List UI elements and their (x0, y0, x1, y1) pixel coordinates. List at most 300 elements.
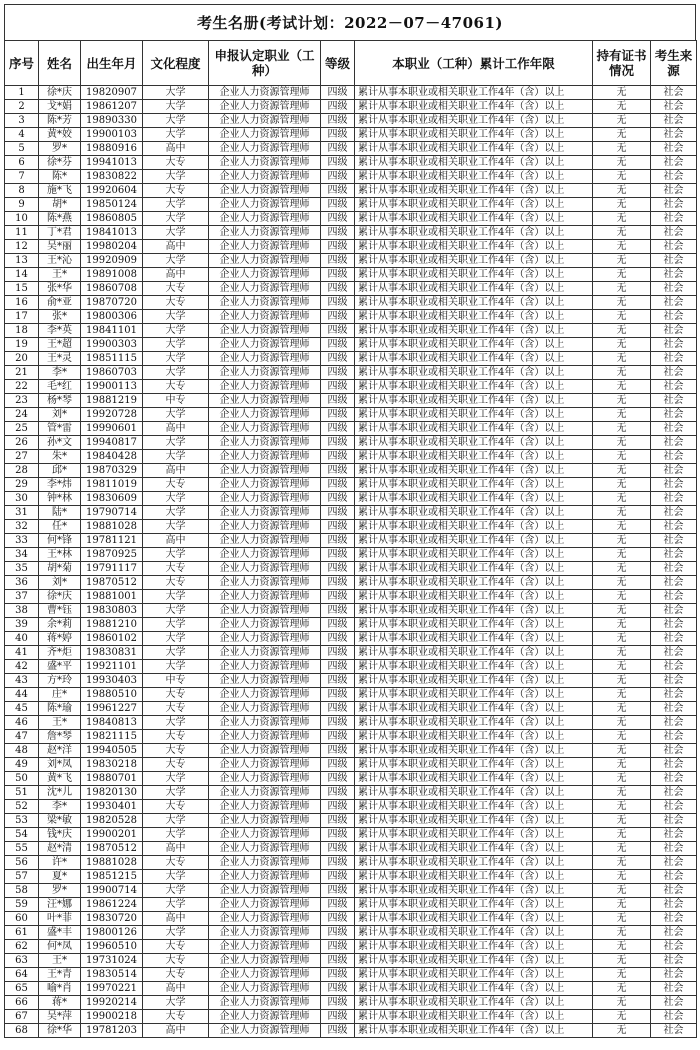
cell-occupation: 企业人力资源管理师 (209, 828, 321, 842)
cell-birth: 19921101 (81, 660, 143, 674)
cell-education: 大学 (143, 716, 209, 730)
cell-source: 社会 (651, 492, 697, 506)
cell-no: 30 (5, 492, 39, 506)
cell-birth: 19781203 (81, 1024, 143, 1038)
cell-birth: 19781121 (81, 534, 143, 548)
cell-name: 陈*瑜 (39, 702, 81, 716)
cell-no: 26 (5, 436, 39, 450)
cell-occupation: 企业人力资源管理师 (209, 366, 321, 380)
cell-education: 大专 (143, 576, 209, 590)
cell-birth: 19830720 (81, 912, 143, 926)
cell-source: 社会 (651, 632, 697, 646)
cell-level: 四级 (321, 618, 355, 632)
cell-level: 四级 (321, 268, 355, 282)
cell-education: 大专 (143, 968, 209, 982)
cell-source: 社会 (651, 156, 697, 170)
cell-level: 四级 (321, 156, 355, 170)
cell-cert: 无 (593, 184, 651, 198)
table-row (5, 674, 697, 688)
cell-source: 社会 (651, 142, 697, 156)
table-row (5, 786, 697, 800)
cell-birth: 19900218 (81, 1010, 143, 1024)
cell-cert: 无 (593, 954, 651, 968)
cell-birth: 19881028 (81, 856, 143, 870)
table-header-row (5, 41, 697, 86)
cell-level: 四级 (321, 744, 355, 758)
cell-source: 社会 (651, 730, 697, 744)
cell-occupation: 企业人力资源管理师 (209, 254, 321, 268)
cell-birth: 19850124 (81, 198, 143, 212)
cell-source: 社会 (651, 772, 697, 786)
cell-no: 33 (5, 534, 39, 548)
cell-years: 累计从事本职业或相关职业工作4年（含）以上 (355, 716, 593, 730)
cell-years: 累计从事本职业或相关职业工作4年（含）以上 (355, 772, 593, 786)
cell-occupation: 企业人力资源管理师 (209, 478, 321, 492)
cell-level: 四级 (321, 86, 355, 100)
cell-education: 大学 (143, 786, 209, 800)
table-row (5, 856, 697, 870)
cell-cert: 无 (593, 240, 651, 254)
cell-source: 社会 (651, 226, 697, 240)
cell-education: 大专 (143, 940, 209, 954)
cell-occupation: 企业人力资源管理师 (209, 772, 321, 786)
cell-birth: 19941013 (81, 156, 143, 170)
cell-no: 38 (5, 604, 39, 618)
cell-education: 大学 (143, 100, 209, 114)
cell-years: 累计从事本职业或相关职业工作4年（含）以上 (355, 828, 593, 842)
cell-name: 陆* (39, 506, 81, 520)
cell-name: 管*雷 (39, 422, 81, 436)
cell-education: 大学 (143, 604, 209, 618)
table-row (5, 618, 697, 632)
cell-source: 社会 (651, 828, 697, 842)
table-row (5, 996, 697, 1010)
cell-birth: 19870512 (81, 842, 143, 856)
cell-no: 49 (5, 758, 39, 772)
table-row (5, 800, 697, 814)
cell-level: 四级 (321, 548, 355, 562)
table-row (5, 366, 697, 380)
cell-birth: 19841101 (81, 324, 143, 338)
table-row (5, 436, 697, 450)
cell-years: 累计从事本职业或相关职业工作4年（含）以上 (355, 786, 593, 800)
cell-level: 四级 (321, 282, 355, 296)
cell-source: 社会 (651, 184, 697, 198)
cell-level: 四级 (321, 926, 355, 940)
cell-occupation: 企业人力资源管理师 (209, 114, 321, 128)
cell-source: 社会 (651, 212, 697, 226)
cell-occupation: 企业人力资源管理师 (209, 982, 321, 996)
cell-source: 社会 (651, 912, 697, 926)
cell-no: 67 (5, 1010, 39, 1024)
cell-source: 社会 (651, 436, 697, 450)
cell-name: 王* (39, 716, 81, 730)
cell-years: 累计从事本职业或相关职业工作4年（含）以上 (355, 576, 593, 590)
cell-education: 大学 (143, 660, 209, 674)
cell-level: 四级 (321, 142, 355, 156)
cell-education: 大学 (143, 926, 209, 940)
cell-occupation: 企业人力资源管理师 (209, 744, 321, 758)
cell-birth: 19870720 (81, 296, 143, 310)
cell-birth: 19920909 (81, 254, 143, 268)
cell-cert: 无 (593, 380, 651, 394)
cell-level: 四级 (321, 856, 355, 870)
cell-cert: 无 (593, 422, 651, 436)
header-no: 序号 (5, 41, 39, 86)
cell-education: 大专 (143, 1010, 209, 1024)
cell-years: 累计从事本职业或相关职业工作4年（含）以上 (355, 898, 593, 912)
cell-years: 累计从事本职业或相关职业工作4年（含）以上 (355, 170, 593, 184)
cell-birth: 19790714 (81, 506, 143, 520)
table-row (5, 1024, 697, 1038)
cell-level: 四级 (321, 772, 355, 786)
table-row (5, 758, 697, 772)
cell-birth: 19870329 (81, 464, 143, 478)
cell-education: 大学 (143, 436, 209, 450)
cell-birth: 19861224 (81, 898, 143, 912)
cell-level: 四级 (321, 198, 355, 212)
cell-occupation: 企业人力资源管理师 (209, 240, 321, 254)
cell-cert: 无 (593, 604, 651, 618)
cell-birth: 19940505 (81, 744, 143, 758)
cell-education: 高中 (143, 142, 209, 156)
cell-occupation: 企业人力资源管理师 (209, 758, 321, 772)
cell-name: 邱* (39, 464, 81, 478)
cell-birth: 19800306 (81, 310, 143, 324)
cell-occupation: 企业人力资源管理师 (209, 520, 321, 534)
cell-source: 社会 (651, 982, 697, 996)
cell-level: 四级 (321, 898, 355, 912)
cell-education: 高中 (143, 912, 209, 926)
cell-years: 累计从事本职业或相关职业工作4年（含）以上 (355, 912, 593, 926)
table-row (5, 492, 697, 506)
cell-education: 高中 (143, 842, 209, 856)
table-row (5, 576, 697, 590)
table-row (5, 926, 697, 940)
cell-education: 大专 (143, 688, 209, 702)
cell-occupation: 企业人力资源管理师 (209, 674, 321, 688)
roster-body (5, 86, 697, 1038)
cell-education: 大学 (143, 254, 209, 268)
cell-cert: 无 (593, 730, 651, 744)
cell-years: 累计从事本职业或相关职业工作4年（含）以上 (355, 548, 593, 562)
cell-years: 累计从事本职业或相关职业工作4年（含）以上 (355, 632, 593, 646)
cell-no: 62 (5, 940, 39, 954)
cell-birth: 19930403 (81, 674, 143, 688)
cell-birth: 19920214 (81, 996, 143, 1010)
cell-occupation: 企业人力资源管理师 (209, 1010, 321, 1024)
table-row (5, 590, 697, 604)
cell-occupation: 企业人力资源管理师 (209, 86, 321, 100)
cell-no: 28 (5, 464, 39, 478)
cell-occupation: 企业人力资源管理师 (209, 170, 321, 184)
cell-education: 大学 (143, 324, 209, 338)
table-row (5, 982, 697, 996)
cell-years: 累计从事本职业或相关职业工作4年（含）以上 (355, 996, 593, 1010)
cell-birth: 19960510 (81, 940, 143, 954)
cell-source: 社会 (651, 338, 697, 352)
cell-no: 17 (5, 310, 39, 324)
cell-birth: 19900201 (81, 828, 143, 842)
cell-education: 中专 (143, 394, 209, 408)
cell-birth: 19820528 (81, 814, 143, 828)
cell-source: 社会 (651, 478, 697, 492)
cell-education: 大专 (143, 562, 209, 576)
cell-cert: 无 (593, 310, 651, 324)
cell-cert: 无 (593, 898, 651, 912)
cell-name: 蒋*婷 (39, 632, 81, 646)
cell-occupation: 企业人力资源管理师 (209, 450, 321, 464)
cell-years: 累计从事本职业或相关职业工作4年（含）以上 (355, 618, 593, 632)
cell-cert: 无 (593, 716, 651, 730)
cell-source: 社会 (651, 618, 697, 632)
cell-cert: 无 (593, 1010, 651, 1024)
cell-source: 社会 (651, 464, 697, 478)
cell-years: 累计从事本职业或相关职业工作4年（含）以上 (355, 744, 593, 758)
cell-education: 大专 (143, 954, 209, 968)
cell-occupation: 企业人力资源管理师 (209, 800, 321, 814)
cell-cert: 无 (593, 114, 651, 128)
table-row (5, 716, 697, 730)
cell-source: 社会 (651, 604, 697, 618)
cell-education: 大学 (143, 352, 209, 366)
cell-level: 四级 (321, 212, 355, 226)
cell-no: 65 (5, 982, 39, 996)
cell-no: 24 (5, 408, 39, 422)
cell-birth: 19840428 (81, 450, 143, 464)
cell-no: 4 (5, 128, 39, 142)
cell-name: 张* (39, 310, 81, 324)
cell-cert: 无 (593, 450, 651, 464)
cell-birth: 19881219 (81, 394, 143, 408)
table-row (5, 170, 697, 184)
cell-source: 社会 (651, 534, 697, 548)
cell-name: 刘* (39, 576, 81, 590)
cell-occupation: 企业人力资源管理师 (209, 898, 321, 912)
table-row (5, 520, 697, 534)
cell-cert: 无 (593, 744, 651, 758)
cell-education: 大学 (143, 772, 209, 786)
cell-no: 18 (5, 324, 39, 338)
cell-birth: 19891008 (81, 268, 143, 282)
table-row (5, 282, 697, 296)
cell-education: 大学 (143, 548, 209, 562)
cell-occupation: 企业人力资源管理师 (209, 436, 321, 450)
cell-name: 何*凤 (39, 940, 81, 954)
cell-occupation: 企业人力资源管理师 (209, 212, 321, 226)
cell-birth: 19900103 (81, 128, 143, 142)
cell-level: 四级 (321, 968, 355, 982)
cell-cert: 无 (593, 352, 651, 366)
cell-level: 四级 (321, 674, 355, 688)
cell-years: 累计从事本职业或相关职业工作4年（含）以上 (355, 156, 593, 170)
cell-no: 35 (5, 562, 39, 576)
cell-level: 四级 (321, 632, 355, 646)
table-row (5, 114, 697, 128)
cell-years: 累计从事本职业或相关职业工作4年（含）以上 (355, 814, 593, 828)
cell-no: 57 (5, 870, 39, 884)
table-row (5, 870, 697, 884)
cell-cert: 无 (593, 828, 651, 842)
cell-name: 罗* (39, 142, 81, 156)
cell-cert: 无 (593, 254, 651, 268)
cell-cert: 无 (593, 156, 651, 170)
cell-years: 累计从事本职业或相关职业工作4年（含）以上 (355, 646, 593, 660)
cell-level: 四级 (321, 422, 355, 436)
cell-cert: 无 (593, 800, 651, 814)
cell-years: 累计从事本职业或相关职业工作4年（含）以上 (355, 506, 593, 520)
cell-occupation: 企业人力资源管理师 (209, 534, 321, 548)
cell-years: 累计从事本职业或相关职业工作4年（含）以上 (355, 464, 593, 478)
cell-education: 大专 (143, 478, 209, 492)
cell-name: 余*莉 (39, 618, 81, 632)
cell-years: 累计从事本职业或相关职业工作4年（含）以上 (355, 366, 593, 380)
table-row (5, 828, 697, 842)
cell-name: 何*锋 (39, 534, 81, 548)
cell-education: 大学 (143, 590, 209, 604)
cell-no: 59 (5, 898, 39, 912)
cell-cert: 无 (593, 814, 651, 828)
table-row (5, 940, 697, 954)
cell-occupation: 企业人力资源管理师 (209, 618, 321, 632)
cell-no: 2 (5, 100, 39, 114)
cell-no: 23 (5, 394, 39, 408)
cell-name: 王*沁 (39, 254, 81, 268)
cell-source: 社会 (651, 688, 697, 702)
cell-occupation: 企业人力资源管理师 (209, 352, 321, 366)
cell-education: 大学 (143, 884, 209, 898)
cell-occupation: 企业人力资源管理师 (209, 394, 321, 408)
cell-years: 累计从事本职业或相关职业工作4年（含）以上 (355, 408, 593, 422)
cell-source: 社会 (651, 968, 697, 982)
cell-name: 孙*文 (39, 436, 81, 450)
cell-occupation: 企业人力资源管理师 (209, 912, 321, 926)
cell-name: 陈*芳 (39, 114, 81, 128)
cell-birth: 19930401 (81, 800, 143, 814)
table-row (5, 660, 697, 674)
cell-education: 大学 (143, 828, 209, 842)
cell-level: 四级 (321, 870, 355, 884)
cell-source: 社会 (651, 520, 697, 534)
cell-no: 52 (5, 800, 39, 814)
cell-level: 四级 (321, 688, 355, 702)
cell-years: 累计从事本职业或相关职业工作4年（含）以上 (355, 856, 593, 870)
cell-no: 44 (5, 688, 39, 702)
cell-no: 68 (5, 1024, 39, 1038)
cell-cert: 无 (593, 338, 651, 352)
cell-name: 沈*儿 (39, 786, 81, 800)
cell-years: 累计从事本职业或相关职业工作4年（含）以上 (355, 730, 593, 744)
cell-occupation: 企业人力资源管理师 (209, 464, 321, 478)
cell-occupation: 企业人力资源管理师 (209, 954, 321, 968)
cell-birth: 19870925 (81, 548, 143, 562)
cell-no: 66 (5, 996, 39, 1010)
cell-level: 四级 (321, 590, 355, 604)
cell-birth: 19811019 (81, 478, 143, 492)
cell-occupation: 企业人力资源管理师 (209, 548, 321, 562)
cell-years: 累计从事本职业或相关职业工作4年（含）以上 (355, 436, 593, 450)
cell-name: 詹*琴 (39, 730, 81, 744)
table-row (5, 912, 697, 926)
cell-cert: 无 (593, 464, 651, 478)
table-row (5, 730, 697, 744)
cell-level: 四级 (321, 366, 355, 380)
cell-name: 李*炜 (39, 478, 81, 492)
cell-name: 王*超 (39, 338, 81, 352)
cell-education: 大专 (143, 744, 209, 758)
table-row (5, 338, 697, 352)
cell-level: 四级 (321, 996, 355, 1010)
cell-no: 29 (5, 478, 39, 492)
cell-education: 高中 (143, 268, 209, 282)
cell-level: 四级 (321, 394, 355, 408)
cell-birth: 19920728 (81, 408, 143, 422)
cell-birth: 19830218 (81, 758, 143, 772)
roster-title: 考生名册(考试计划：2022－07－47061) (4, 4, 696, 40)
table-row (5, 604, 697, 618)
cell-level: 四级 (321, 352, 355, 366)
cell-no: 55 (5, 842, 39, 856)
cell-occupation: 企业人力资源管理师 (209, 660, 321, 674)
cell-level: 四级 (321, 1010, 355, 1024)
cell-education: 大专 (143, 184, 209, 198)
cell-occupation: 企业人力资源管理师 (209, 716, 321, 730)
cell-education: 大专 (143, 296, 209, 310)
cell-source: 社会 (651, 100, 697, 114)
cell-cert: 无 (593, 702, 651, 716)
cell-birth: 19961227 (81, 702, 143, 716)
cell-no: 63 (5, 954, 39, 968)
cell-years: 累计从事本职业或相关职业工作4年（含）以上 (355, 394, 593, 408)
cell-education: 大专 (143, 156, 209, 170)
cell-cert: 无 (593, 534, 651, 548)
cell-no: 21 (5, 366, 39, 380)
cell-cert: 无 (593, 366, 651, 380)
cell-level: 四级 (321, 506, 355, 520)
cell-occupation: 企业人力资源管理师 (209, 226, 321, 240)
cell-birth: 19860102 (81, 632, 143, 646)
cell-name: 徐*庆 (39, 86, 81, 100)
cell-education: 高中 (143, 534, 209, 548)
cell-occupation: 企业人力资源管理师 (209, 870, 321, 884)
cell-occupation: 企业人力资源管理师 (209, 128, 321, 142)
cell-level: 四级 (321, 576, 355, 590)
cell-cert: 无 (593, 646, 651, 660)
cell-level: 四级 (321, 464, 355, 478)
cell-name: 吴*丽 (39, 240, 81, 254)
table-row (5, 884, 697, 898)
table-row (5, 240, 697, 254)
cell-level: 四级 (321, 954, 355, 968)
cell-years: 累计从事本职业或相关职业工作4年（含）以上 (355, 702, 593, 716)
table-row (5, 814, 697, 828)
cell-name: 王*林 (39, 548, 81, 562)
cell-years: 累计从事本职业或相关职业工作4年（含）以上 (355, 338, 593, 352)
cell-years: 累计从事本职业或相关职业工作4年（含）以上 (355, 520, 593, 534)
cell-source: 社会 (651, 870, 697, 884)
cell-occupation: 企业人力资源管理师 (209, 408, 321, 422)
cell-years: 累计从事本职业或相关职业工作4年（含）以上 (355, 940, 593, 954)
cell-no: 22 (5, 380, 39, 394)
cell-birth: 19830822 (81, 170, 143, 184)
cell-no: 19 (5, 338, 39, 352)
cell-no: 31 (5, 506, 39, 520)
cell-occupation: 企业人力资源管理师 (209, 422, 321, 436)
cell-birth: 19860708 (81, 282, 143, 296)
cell-years: 累计从事本职业或相关职业工作4年（含）以上 (355, 758, 593, 772)
cell-years: 累计从事本职业或相关职业工作4年（含）以上 (355, 226, 593, 240)
cell-birth: 19731024 (81, 954, 143, 968)
